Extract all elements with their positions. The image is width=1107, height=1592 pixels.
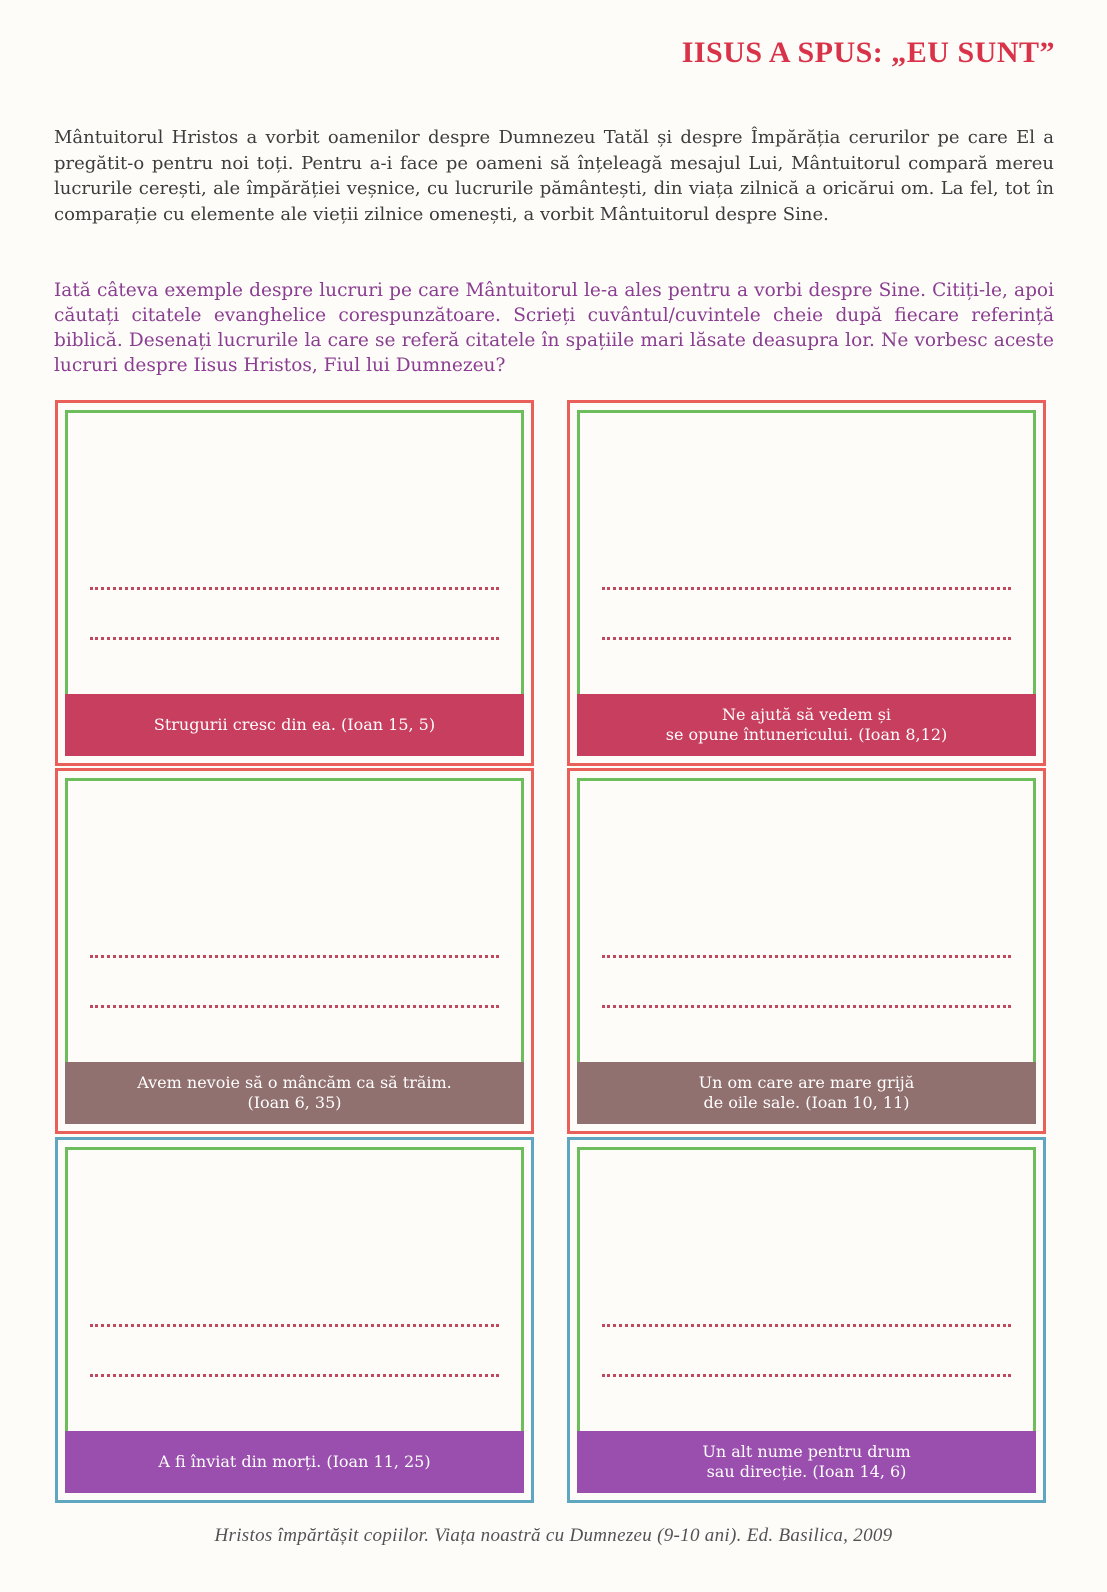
answer-line[interactable]: [602, 1324, 1011, 1327]
answer-line[interactable]: [602, 587, 1011, 590]
answer-line[interactable]: [602, 1005, 1011, 1008]
card-caption: Un om care are mare grijă de oile sale. (Ioan 10, 11): [577, 1062, 1036, 1124]
card-caption: Avem nevoie să o mâncăm ca să trăim. (Ioan 6, 35): [65, 1062, 524, 1124]
answer-line[interactable]: [602, 955, 1011, 958]
card-1: [55, 400, 534, 766]
answer-line[interactable]: [90, 1005, 499, 1008]
answer-line[interactable]: [90, 637, 499, 640]
card-2: [567, 400, 1046, 766]
page-title: IISUS A SPUS: „EU SUNT”: [681, 36, 1055, 69]
card-5: [55, 1137, 534, 1503]
intro-paragraph: Mântuitorul Hristos a vorbit oamenilor despre Dumnezeu Tatăl și despre Împărăția cerurilor pe care El a pregătit-o pentru noi toți. Pentru a-i face pe oameni să înțeleagă mesajul Lui, Mântuitorul compară mereu lucrurile cerești, ale împărăției veșnice, cu lucrurile pământești, din viața zilnică a oricărui om. La fel, tot în comparație cu elemente ale vieții zilnice omenești, a vorbit Mântuitorul despre Sine.: [54, 127, 1054, 225]
card-caption: Ne ajută să vedem și se opune întunericului. (Ioan 8,12): [577, 694, 1036, 756]
card-caption: Un alt nume pentru drum sau direcție. (Ioan 14, 6): [577, 1431, 1036, 1493]
card-caption: Strugurii cresc din ea. (Ioan 15, 5): [65, 694, 524, 756]
answer-line[interactable]: [602, 1374, 1011, 1377]
answer-line[interactable]: [602, 637, 1011, 640]
card-4: [567, 768, 1046, 1134]
source-footer: Hristos împărtășit copiilor. Viața noastră cu Dumnezeu (9-10 ani). Ed. Basilica, 2009: [214, 1525, 893, 1546]
answer-line[interactable]: [90, 955, 499, 958]
instructions-paragraph: Iată câteva exemple despre lucruri pe care Mântuitorul le-a ales pentru a vorbi despre Sine. Citiți-le, apoi căutați citatele evanghelice corespunzătoare. Scrieți cuvântul/cuvintele cheie după fiecare referință biblică. Desenați lucrurile la care se referă citatele în spațiile mari lăsate deasupra lor. Ne vorbesc aceste lucruri despre Iisus Hristos, Fiul lui Dumnezeu?: [54, 280, 1054, 376]
answer-line[interactable]: [90, 587, 499, 590]
answer-line[interactable]: [90, 1374, 499, 1377]
card-3: [55, 768, 534, 1134]
card-6: [567, 1137, 1046, 1503]
answer-line[interactable]: [90, 1324, 499, 1327]
card-caption: A fi înviat din morți. (Ioan 11, 25): [65, 1431, 524, 1493]
